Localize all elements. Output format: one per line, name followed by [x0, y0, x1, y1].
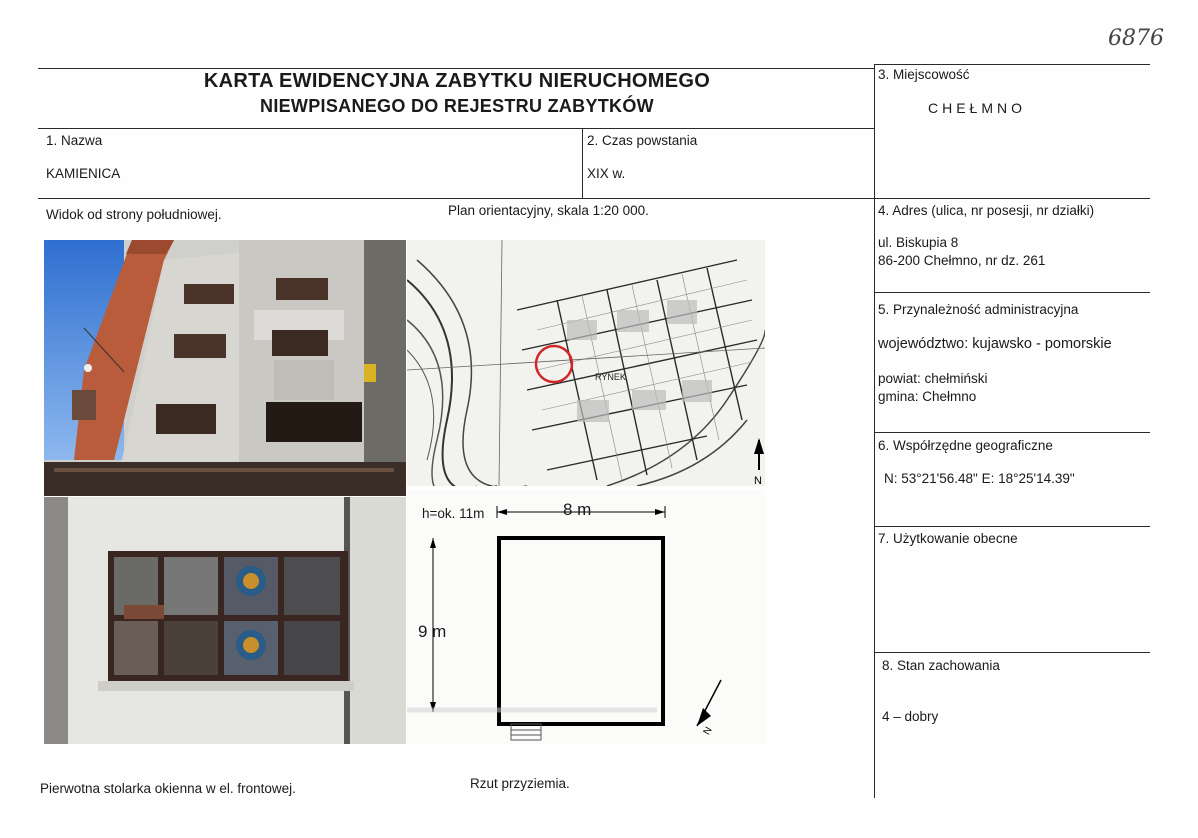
fields-bottom-rule [38, 198, 1150, 199]
address-line1: ul. Biskupia 8 [878, 235, 959, 250]
handwritten-document-number: 6876 [1108, 26, 1164, 51]
date-value: XIX w. [587, 166, 626, 181]
commune-value: gmina: Chełmno [878, 389, 977, 404]
rule-5 [874, 292, 1150, 293]
rule-6 [874, 432, 1150, 433]
name-label: 1. Nazwa [46, 133, 103, 148]
town-label: 3. Miejscowość [878, 67, 970, 82]
voivodeship-value: województwo: kujawsko - pomorskie [878, 336, 1112, 352]
orientation-map [407, 240, 765, 486]
floor-plan-drawing [407, 490, 765, 744]
height-label: h=ok. 11m [422, 506, 485, 521]
column-divider [874, 64, 875, 798]
floor-caption: Rzut przyziemia. [470, 776, 570, 791]
top-rule-left [38, 68, 874, 69]
condition-value: 4 – dobry [882, 709, 939, 724]
date-label: 2. Czas powstania [587, 133, 698, 148]
facade-photo [44, 240, 406, 496]
card-title-line2: NIEWPISANEGO DO REJESTRU ZABYTKÓW [260, 96, 654, 116]
town-value: CHEŁMNO [928, 100, 1027, 116]
name-value: KAMIENICA [46, 166, 121, 181]
condition-label: 8. Stan zachowania [882, 658, 1000, 673]
rule-7 [874, 526, 1150, 527]
coordinates-value: N: 53°21'56.48" E: 18°25'14.39" [884, 471, 1075, 486]
window-photo [44, 497, 406, 744]
window-caption: Pierwotna stolarka okienna w el. frontowej. [40, 781, 296, 796]
view-caption: Widok od strony południowej. [46, 207, 222, 222]
map-north-label: N [754, 475, 762, 486]
address-label: 4. Adres (ulica, nr posesji, nr działki) [878, 203, 1095, 218]
title-bottom-rule [38, 128, 874, 129]
county-value: powiat: chełmiński [878, 371, 988, 386]
name-date-divider [582, 128, 583, 198]
coordinates-label: 6. Współrzędne geograficzne [878, 438, 1053, 453]
card-title-line1: KARTA EWIDENCYJNA ZABYTKU NIERUCHOMEGO [203, 70, 711, 92]
current-use-label: 7. Użytkowanie obecne [878, 531, 1018, 546]
plan-caption: Plan orientacyjny, skala 1:20 000. [448, 203, 649, 218]
plan-north-label: N [701, 725, 715, 737]
top-rule-right [874, 64, 1150, 65]
depth-label: 9 m [418, 622, 447, 641]
map-rynek-label: RYNEK [595, 372, 626, 382]
address-line2: 86-200 Chełmno, nr dz. 261 [878, 253, 1046, 268]
rule-8 [874, 652, 1150, 653]
width-label: 8 m [563, 500, 592, 519]
admin-label: 5. Przynależność administracyjna [878, 302, 1079, 317]
